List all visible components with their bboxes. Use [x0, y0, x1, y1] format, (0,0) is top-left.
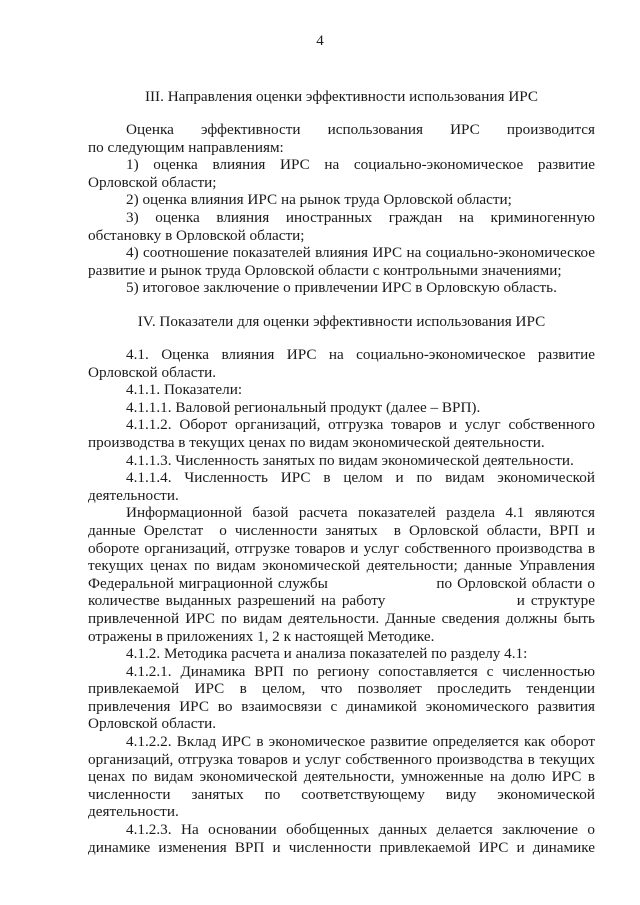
section-3-item-2: 2) оценка влияния ИРС на рынок труда Орловской области; [126, 191, 512, 209]
paragraph-4-1-1-3: 4.1.1.3. Численность занятых по видам экономической деятельности. [126, 451, 574, 469]
section-3-item-5: 5) итоговое заключение о привлечении ИРС в Орловскую область. [126, 279, 557, 297]
section-4-body [88, 346, 599, 856]
paragraph-4-1-1: 4.1.1. Показатели: [126, 381, 243, 399]
paragraph-information-base: Информационной базой расчета показателей раздела 4.1 являются данные Орелстат о численности занятых в Орловской области, ВРП и обороте организаций, отгрузке товаров и услуг собственного производства в текущих ценах по видам экономической деятельности; данные Управления Федеральной миграционной службы по Орловской области о количестве выданных разрешений на работу и структуре привлеченной ИРС по видам деятельности. Данные сведения должны быть отражены в приложениях 1, 2 к настоящей Методике. [88, 504, 599, 645]
paragraph-4-1-2-3: 4.1.2.3. На основании обобщенных данных делается заключение о динамике изменения ВРП и численности привлекаемой ИРС и динамике [88, 821, 595, 856]
paragraph-4-1-2: 4.1.2. Методика расчета и анализа показателей по разделу 4.1: [126, 645, 528, 663]
paragraph-4-1-2-1: 4.1.2.1. Динамика ВРП по региону сопоставляется с численностью привлекаемой ИРС в целом, что позволяет проследить тенденции привлечения ИРС во взаимосвязи с динамикой экономического развития Орловской области. [88, 662, 595, 733]
paragraph-4-1-1-4: 4.1.1.4. Численность ИРС в целом и по видам экономической деятельности. [88, 469, 595, 504]
paragraph-4-1-1-2: 4.1.1.2. Оборот организаций, отгрузка товаров и услуг собственного производства в текущих ценах по видам экономической деятельности. [88, 416, 595, 451]
paragraph-4-1-2-2: 4.1.2.2. Вклад ИРС в экономическое развитие определяется как оборот организаций, отгрузка товаров и услуг собственного производства в текущих ценах по видам экономической деятельности, умноженные на долю ИРС в численности занятых по соответствующему виду экономической деятельности. [88, 733, 595, 821]
section-3-intro-line-1: Оценка эффективности использования ИРС производится [126, 121, 595, 138]
section-3-item-1: 1) оценка влияния ИРС на социально-экономическое развитие Орловской области; [88, 156, 595, 191]
section-3-body [88, 121, 595, 297]
section-3-item-4: 4) соотношение показателей влияния ИРС на социально-экономическое развитие и рынок труда Орловской области с контрольными значениями; [88, 244, 595, 279]
section-4-heading: IV. Показатели для оценки эффективности использования ИРС [137, 313, 546, 330]
section-3-heading: III. Направления оценки эффективности использования ИРС [144, 88, 539, 105]
section-3-intro-line-2: по следующим направлениям: [88, 138, 284, 156]
paragraph-4-1: 4.1. Оценка влияния ИРС на социально-экономическое развитие Орловской области. [88, 346, 595, 381]
paragraph-4-1-1-1: 4.1.1.1. Валовой региональный продукт (далее – ВРП). [126, 398, 481, 416]
section-4-heading-block [88, 313, 595, 331]
section-3-item-3: 3) оценка влияния иностранных граждан на криминогенную обстановку в Орловской области; [88, 208, 595, 244]
section-3-heading-block [88, 88, 595, 106]
page-number: 4 [316, 33, 324, 49]
